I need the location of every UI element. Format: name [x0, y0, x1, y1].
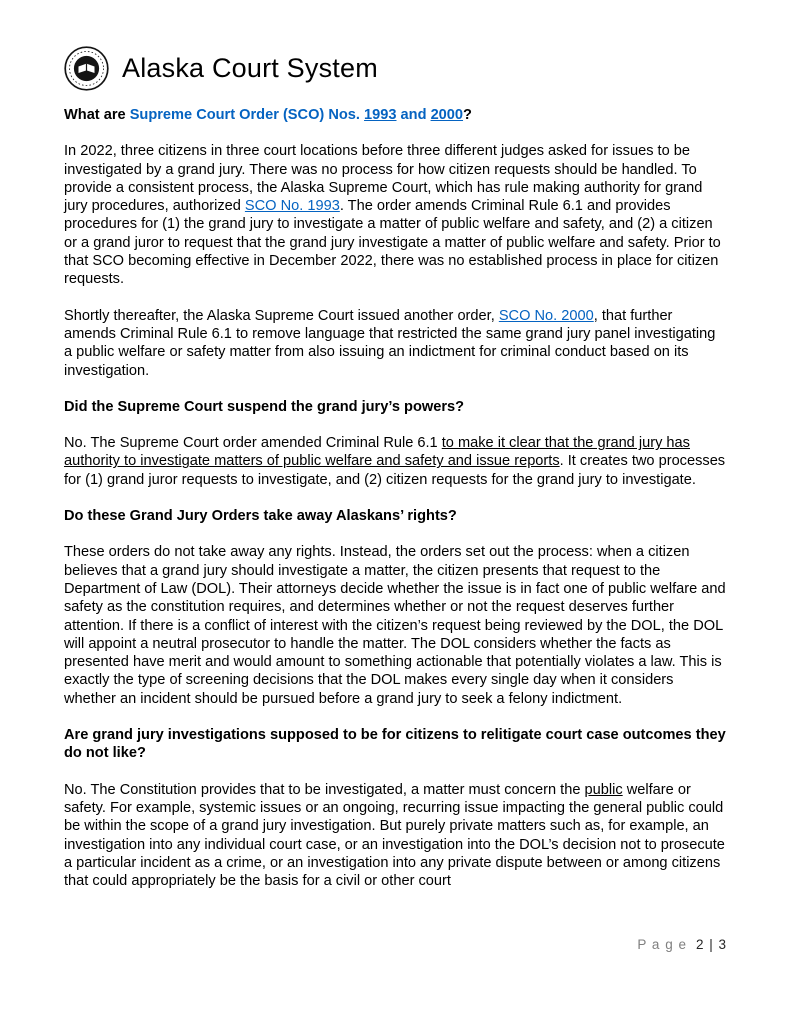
sco-1993-heading-link[interactable]: 1993 — [364, 107, 397, 123]
question-heading-rights: Do these Grand Jury Orders take away Alaskans’ rights? — [64, 508, 457, 525]
para2-text-after-link: , that further amends Criminal Rule 6.1 to remove language that restricted the same grand jury panel investigating a public welfare or safety matter from also issuing an indictment for criminal conduct based on its investigation. — [64, 307, 716, 379]
para3-underlined-text: to make it clear that the grand jury has authority to investigate matters of public welfare and safety and issue reports — [64, 435, 690, 470]
question-heading-relitigate: Are grand jury investigations supposed to be for citizens to relitigate court case outcomes they do not like? — [64, 727, 726, 762]
sco-2000-link[interactable]: SCO No. 2000 — [498, 307, 594, 324]
paragraph-sco-2000 — [64, 307, 727, 380]
paragraph-suspend-answer — [64, 434, 727, 489]
q1-conjunction-text: and — [396, 107, 431, 123]
q1-question-mark: ? — [463, 107, 472, 123]
para3-text-before-underline: No. The Supreme Court order amended Criminal Rule 6.1 — [64, 435, 442, 452]
org-title: Alaska Court System — [122, 53, 378, 83]
footer-page-number: 2 | 3 — [695, 937, 727, 952]
document-header — [64, 46, 727, 91]
sco-1993-link[interactable]: SCO No. 1993 — [244, 198, 340, 215]
para5-text-before-underline: No. The Constitution provides that to be investigated, a matter must concern the — [64, 781, 585, 798]
sco-2000-heading-link[interactable]: 2000 — [430, 107, 464, 123]
footer-page-label: P a g e — [637, 937, 687, 952]
page-footer — [637, 937, 727, 952]
para1-text-before-link: In 2022, three citizens in three court locations before three different judges asked for issues to be investigated by a grand jury. There was no process for how citizen requests should be handled. To provide a consistent process, the Alaska Supreme Court, which has rule making authority for grand jury procedures, authorized — [64, 143, 703, 215]
para3-text-after-underline: . It creates two processes for (1) grand juror requests to investigate, and (2) citizen requests for the grand jury to investigate. — [64, 453, 726, 488]
question-heading-suspend-powers: Did the Supreme Court suspend the grand jury’s powers? — [64, 398, 465, 415]
para5-text-after-underline: welfare or safety. For example, systemic issues or an ongoing, recurring issue impacting the general public could be within the scope of a grand jury investigation. But purely private matters such as, for example, an investigation into any individual court case, or an investigation into the DOL’s decision not to prosecute a particular incident as a crime, or an investigation into any private dispute between or among citizens that could appropriately be the basis for a civil or other court — [64, 781, 725, 890]
paragraph-sco-1993 — [64, 142, 727, 288]
para5-underlined-text: public — [584, 781, 623, 798]
para2-text-before-link: Shortly thereafter, the Alaska Supreme Court issued another order, — [64, 307, 499, 324]
question-heading-sco-orders — [64, 106, 727, 124]
document-body — [64, 106, 727, 890]
paragraph-relitigate-answer — [64, 781, 727, 891]
alaska-court-seal-icon — [64, 46, 109, 91]
para1-text-after-link: . The order amends Criminal Rule 6.1 and provides procedures for (1) the grand jury to investigate a matter of public welfare and safety, and (2) a citizen or a grand juror to request that the grand jury investigate a matter of public welfare and safety. Prior to that SCO becoming effective in December 2022, there was no established process in place for citizen requests. — [64, 198, 721, 288]
q1-prefix-text: What are — [64, 107, 130, 123]
q1-blue-text: Supreme Court Order (SCO) Nos. — [129, 107, 365, 123]
paragraph-rights-answer: These orders do not take away any rights. Instead, the orders set out the process: when a citizen believes that a grand jury should investigate a matter, the citizen presents that request to the Department of Law (DOL). Their attorneys decide whether the issue is in fact one of public welfare and safety as the constitution requires, and determines whether or not the request deserves further attention. If there is a conflict of interest with the citizen’s request being reviewed by the DOL, the DOL will appoint a neutral prosecutor to handle the matter. The DOL considers whether the facts as presented have merit and would amount to something actionable that potentially violates a law. This is exactly the type of screening decisions that the DOL makes every single day when it considers whether an incident should be pursued before a grand jury to seek a felony indictment. — [64, 544, 726, 707]
